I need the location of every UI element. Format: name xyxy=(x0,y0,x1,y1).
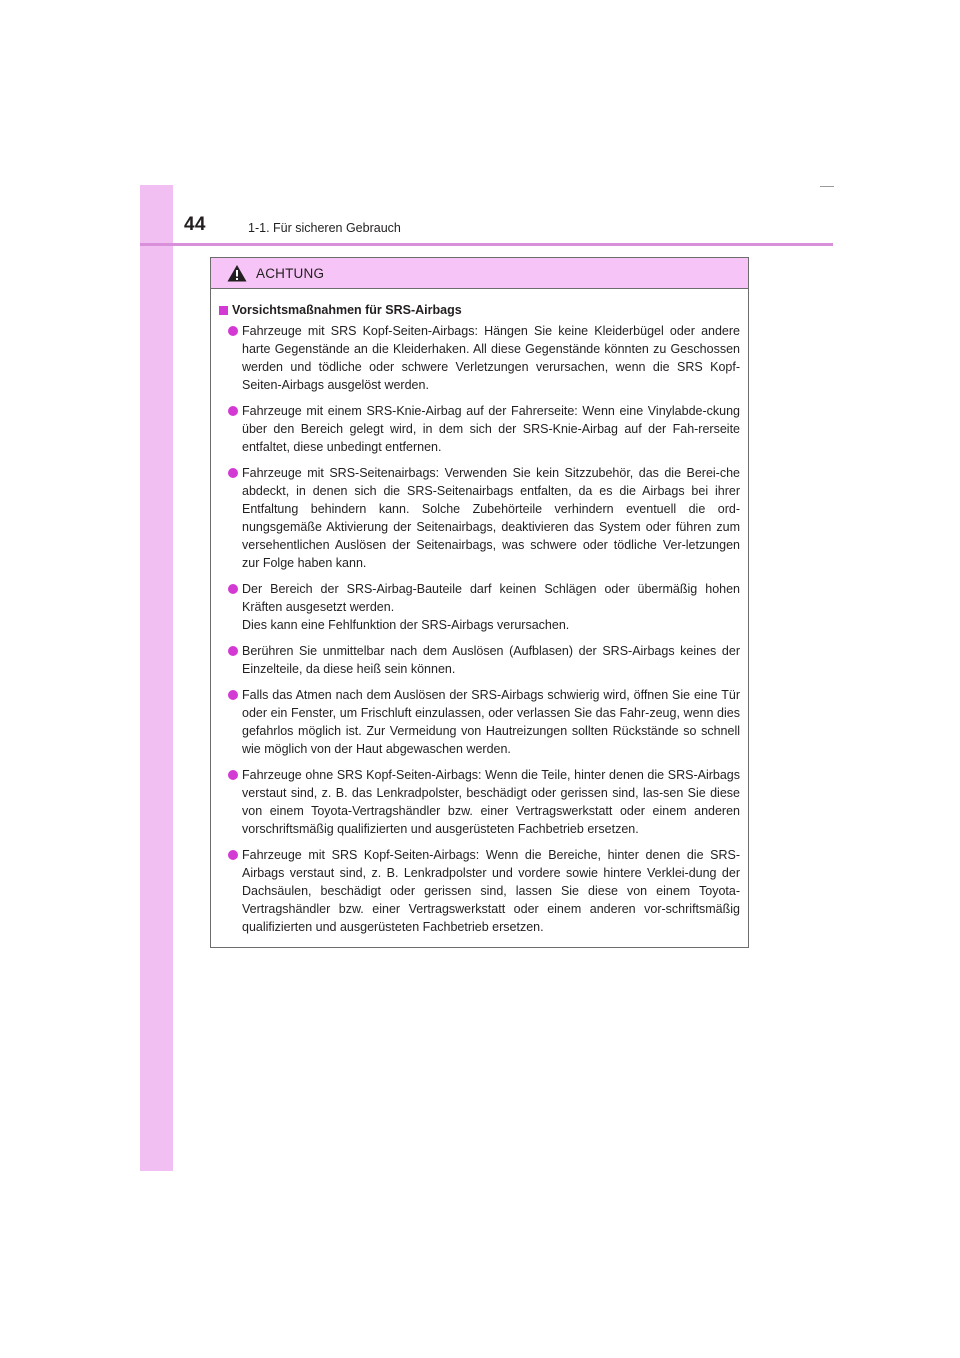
warning-triangle-icon xyxy=(227,264,247,282)
list-item-text: Falls das Atmen nach dem Auslösen der SRS-Airbags schwierig wird, öffnen Sie eine Tür oder ein Fenster, um Frischluft einzulassen, oder verlassen Sie das Fahr-zeug, wenn dies gefahrlos möglich ist. Zur Vermeidung von Hautreizungen sollten Rückstände so schnell wie möglich von der Haut abgewaschen werden. xyxy=(242,688,740,756)
caution-label: ACHTUNG xyxy=(256,265,325,281)
crop-mark xyxy=(820,186,834,187)
list-item xyxy=(219,686,740,758)
section-title: 1-1. Für sicheren Gebrauch xyxy=(248,221,401,235)
list-item xyxy=(219,642,740,678)
list-item xyxy=(219,580,740,634)
list-item-text: Berühren Sie unmittelbar nach dem Auslösen (Aufblasen) der SRS-Airbags keines der Einzelteile, da diese heiß sein können. xyxy=(242,644,740,676)
header-divider xyxy=(140,243,833,246)
caution-body xyxy=(211,289,748,936)
list-item-text: Der Bereich der SRS-Airbag-Bauteile darf keinen Schlägen oder übermäßig hohen Kräften ausgesetzt werden. xyxy=(242,582,740,614)
bullet-icon xyxy=(228,850,238,860)
list-item xyxy=(219,402,740,456)
bullet-icon xyxy=(228,770,238,780)
list-item xyxy=(219,322,740,394)
bullet-icon xyxy=(228,406,238,416)
caution-header xyxy=(211,258,748,289)
list-item xyxy=(219,464,740,572)
list-item xyxy=(219,766,740,838)
bullet-icon xyxy=(228,326,238,336)
list-item xyxy=(219,846,740,936)
bullet-icon xyxy=(228,646,238,656)
list-item-text: Fahrzeuge ohne SRS Kopf-Seiten-Airbags: Wenn die Teile, hinter denen die SRS-Airbags verstaut sind, z. B. das Lenkradpolster, beschädigt oder gerissen sind, las-sen Sie diese von einem Toyota-Vertragshändler bzw. einer Vertragswerkstatt oder einem anderen vorschriftsmäßig qualifizierten und ausgerüsteten Fachbetrieb ersetzen. xyxy=(242,768,740,836)
list-item-text: Fahrzeuge mit einem SRS-Knie-Airbag auf der Fahrerseite: Wenn eine Vinylabde-ckung über den Bereich gelegt wird, in dem sich der SRS-Knie-Airbag auf der Fah-rerseite entfaltet, diese unbedingt entfernen. xyxy=(242,404,740,454)
side-color-strip xyxy=(140,185,173,1171)
caution-box xyxy=(210,257,749,948)
bullet-icon xyxy=(228,690,238,700)
list-item-text: Fahrzeuge mit SRS Kopf-Seiten-Airbags: Wenn die Bereiche, hinter denen die SRS-Airbags verstaut sind, z. B. Lenkradpolster und vordere sowie hintere Verklei-dung der Dachsäulen, beschädigt oder gerissen sind, lassen Sie diese von einem Toyota-Vertragshändler bzw. einer Vertragswerkstatt oder einem anderen vor-schriftsmäßig qualifizierten und ausgerüsteten Fachbetrieb ersetzen. xyxy=(242,848,740,934)
list-item-text: Fahrzeuge mit SRS Kopf-Seiten-Airbags: Hängen Sie keine Kleiderbügel oder andere harte Gegenstände an die Kleiderhaken. All diese Gegenstände könnten zu Geschossen werden und tödliche oder schwere Verletzungen verursachen, wenn die SRS Kopf-Seiten-Airbags ausgelöst werden. xyxy=(242,324,740,392)
bullet-icon xyxy=(228,468,238,478)
caution-heading-text: Vorsichtsmaßnahmen für SRS-Airbags xyxy=(232,303,462,317)
list-item-text: Fahrzeuge mit SRS-Seitenairbags: Verwenden Sie kein Sitzzubehör, das die Berei-che abdeckt, in denen sich die SRS-Seitenairbags entfalten, da es die Airbags bei ihrer Entfaltung behindern kann. Solche Zubehörteile verhindern eventuell die ord-nungsgemäße Aktivierung der Seitenairbags, deaktivieren das System oder führen zum versehentlichen Auslösen der Seitenairbags, was schwere oder tödliche Ver-letzungen zur Folge haben kann. xyxy=(242,466,740,570)
caution-heading xyxy=(219,303,740,317)
page-number: 44 xyxy=(184,214,206,235)
bullet-icon xyxy=(228,584,238,594)
square-bullet-icon xyxy=(219,306,228,315)
list-item-extra-text: Dies kann eine Fehlfunktion der SRS-Airbags verursachen. xyxy=(242,618,570,632)
